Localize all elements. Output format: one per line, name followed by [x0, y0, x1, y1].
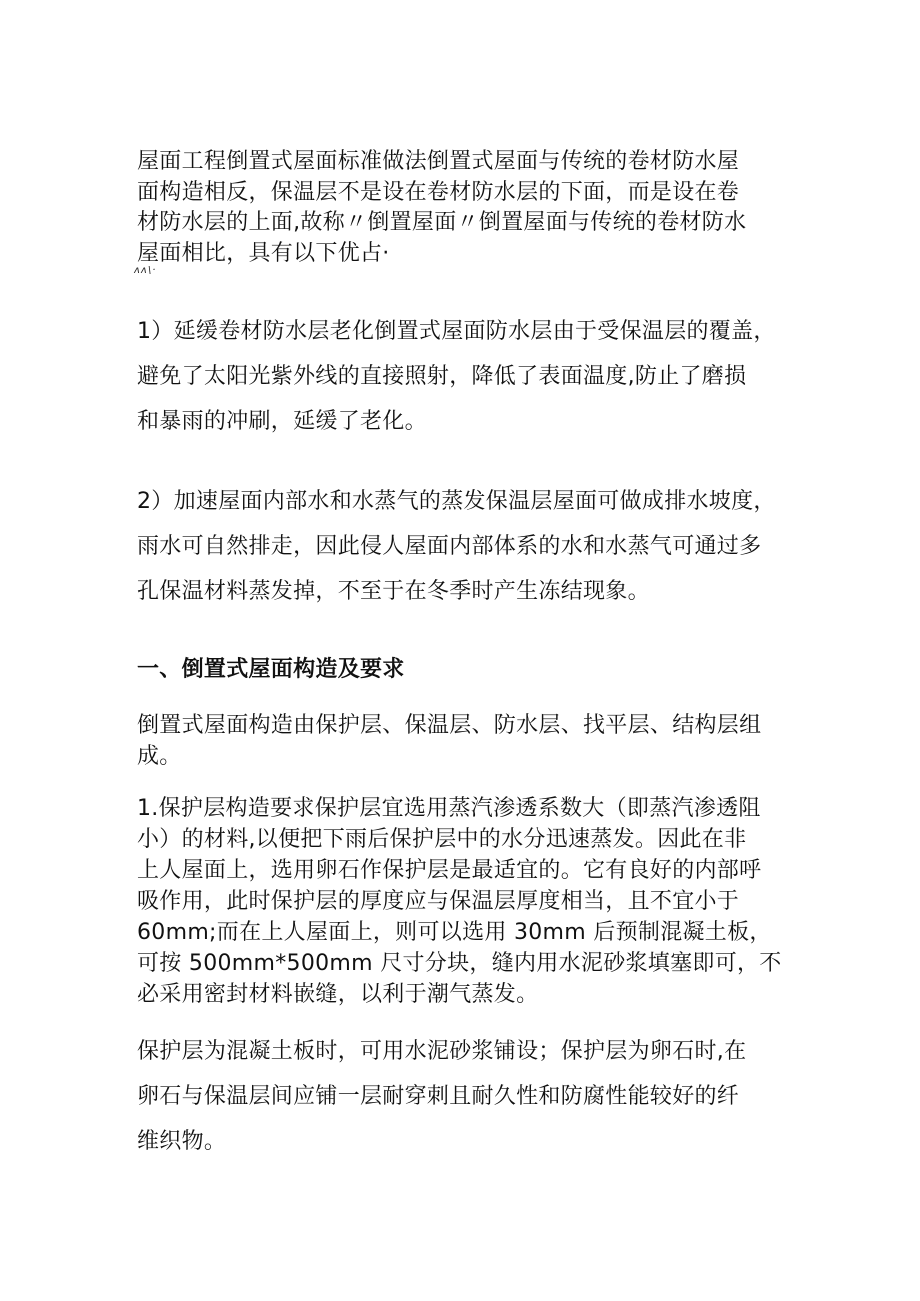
section-heading: 一、倒置式屋面构造及要求 — [137, 657, 405, 682]
scan-artifact-mark: ʌʌ\· — [134, 265, 157, 276]
advantage-2-paragraph: 2）加速屋面内部水和水蒸气的蒸发保温层屋面可做成排水坡度， 雨水可自然排走，因此侵人屋面内部体系的水和水蒸气可通过多 孔保温材料蒸发掉，不至于在冬季时产生冻结现象。 — [137, 489, 776, 604]
composition-paragraph: 倒置式屋面构造由保护层、保温层、防水层、找平层、结构层组 成。 — [137, 713, 762, 769]
intro-paragraph: 屋面工程倒置式屋面标准做法倒置式屋面与传统的卷材防水屋 面构造相反，保温层不是设在卷材防水层的下面，而是设在卷 材防水层的上面,故称〃倒置屋面〃倒置屋面与传统的卷材防水 屋面相比，具有以下优占· — [137, 149, 747, 266]
advantage-1-paragraph: 1）延缓卷材防水层老化倒置式屋面防水层由于受保温层的覆盖， 避免了太阳光紫外线的直接照射，降低了表面温度,防止了磨损 和暴雨的冲刷，延缓了老化。 — [137, 319, 776, 434]
protective-layer-note-paragraph: 保护层为混凝土板时，可用水泥砂浆铺设；保护层为卵石时,在 卵石与保温层间应铺一层耐穿刺且耐久性和防腐性能较好的纤 维织物。 — [137, 1039, 747, 1154]
protective-layer-requirements-paragraph: 1.保护层构造要求保护层宜选用蒸汽渗透系数大（即蒸汽渗透阻 小）的材料,以便把下雨后保护层中的水分迅速蒸发。因此在非 上人屋面上，选用卵石作保护层是最适宜的。它有良好的内部呼 吸作用，此时保护层的厚度应与保温层厚度相当，且不宜小于 60mm;而在上人屋面上，则可以选用 30mm 后预制混凝土板， 可按 500mm*500mm 尺寸分块，缝内用水泥砂浆填塞即可，不 必采用密封材料嵌缝，以利于潮气蒸发。 — [137, 796, 782, 1007]
